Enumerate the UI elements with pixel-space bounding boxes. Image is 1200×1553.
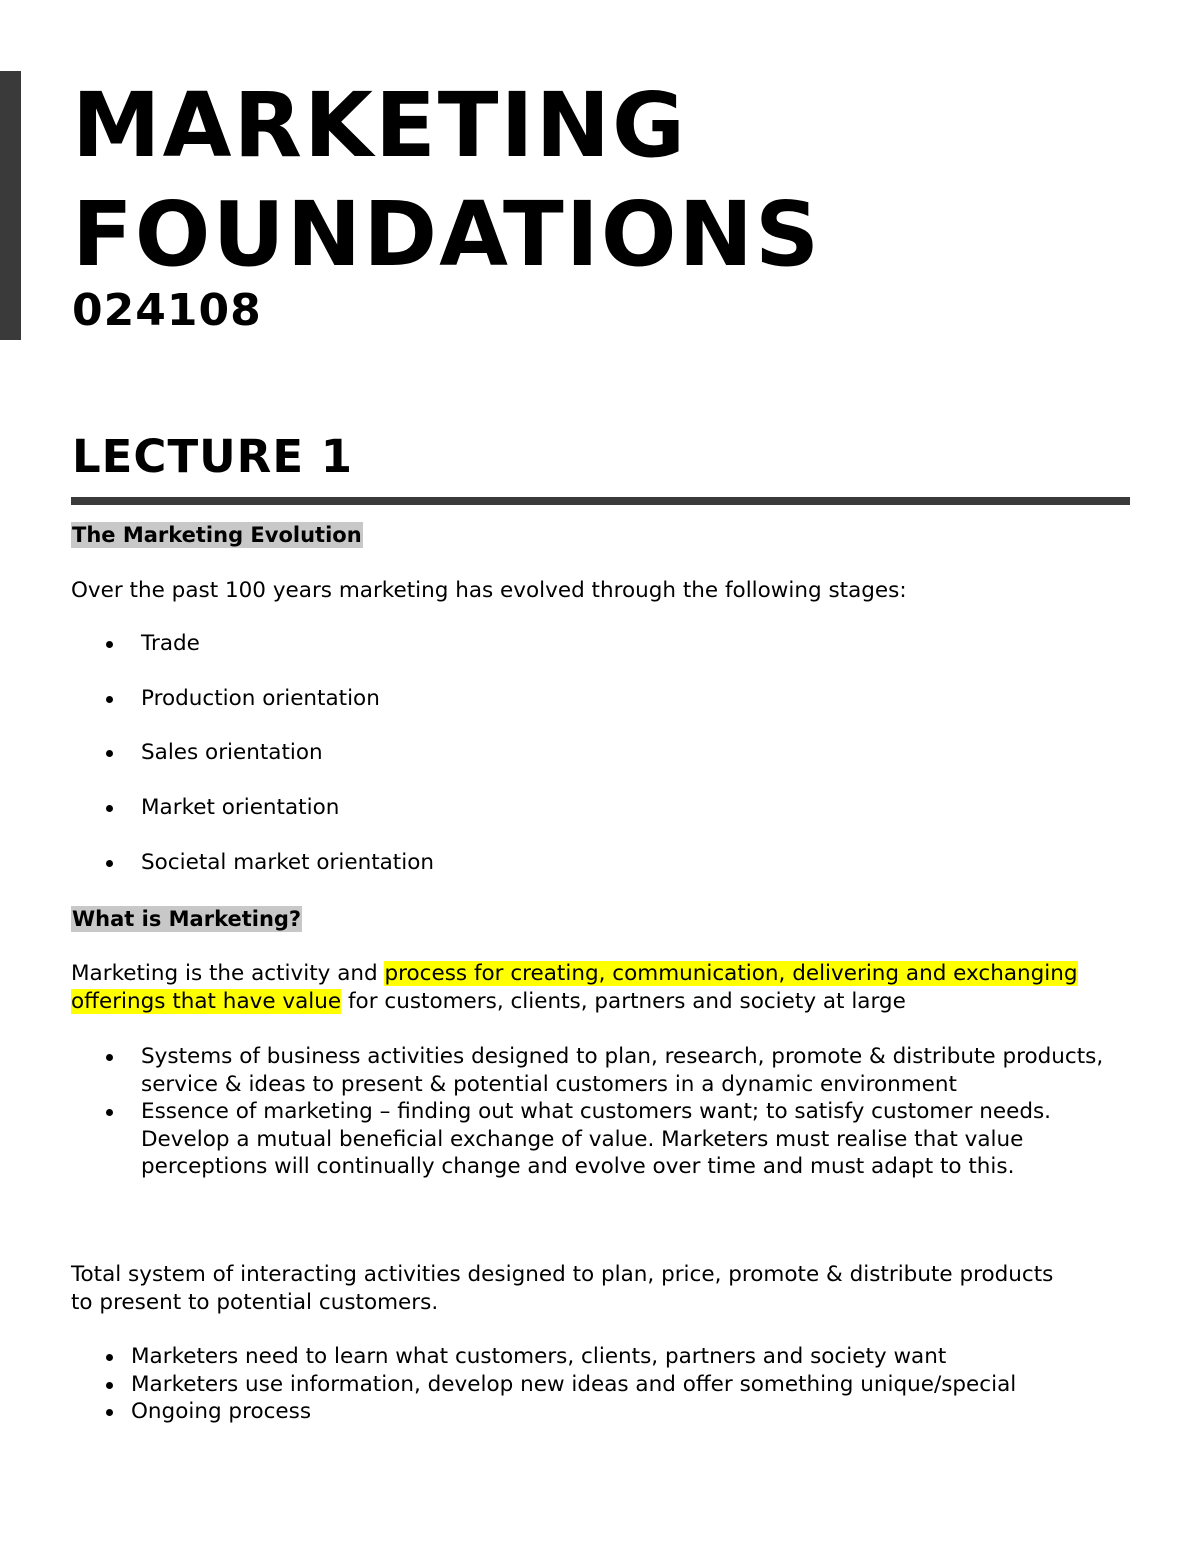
- list-item: [141, 739, 323, 766]
- definition-suffix: for customers, clients, partners and society at large: [341, 988, 906, 1014]
- section-heading-evolution: The Marketing Evolution: [72, 523, 362, 547]
- final-points-list: [131, 1343, 1131, 1426]
- marketing-definition: [71, 960, 1141, 1015]
- bullet-icon: [106, 641, 113, 648]
- bullet-icon: [106, 1109, 113, 1116]
- bullet-icon: [106, 1354, 113, 1361]
- definition-prefix: Marketing is the activity and: [71, 961, 385, 986]
- marketing-points-list: [141, 1043, 1136, 1181]
- list-item-text: Sales orientation: [141, 740, 323, 765]
- total-system-paragraph: Total system of interacting activities designed to plan, price, promote & distribute products to present to potential customers.: [71, 1262, 1054, 1315]
- side-accent-bar: [0, 71, 21, 340]
- heading-rule: [71, 497, 1130, 505]
- bullet-icon: [106, 1382, 113, 1389]
- list-item: [141, 794, 339, 821]
- list-item-text: Systems of business activities designed to plan, research, promote & distribute products, service & ideas to present & potential customers in a dynamic environment: [141, 1044, 1104, 1097]
- list-item: [131, 1398, 1131, 1426]
- title-line-1: MARKETING: [72, 73, 688, 177]
- list-item: [141, 849, 434, 876]
- bullet-icon: [106, 1409, 113, 1416]
- evolution-intro: Over the past 100 years marketing has evolved through the following stages:: [71, 578, 907, 603]
- list-item: [141, 630, 200, 657]
- list-item-text: Market orientation: [141, 795, 340, 820]
- title-line-2: FOUNDATIONS: [72, 182, 822, 286]
- bullet-icon: [106, 860, 113, 867]
- list-item-text: Trade: [141, 631, 200, 656]
- list-item-text: Marketers use information, develop new ideas and offer something unique/special: [131, 1371, 1017, 1397]
- list-item-text: Ongoing process: [131, 1399, 312, 1424]
- list-item-text: Societal market orientation: [141, 850, 434, 875]
- bullet-icon: [106, 805, 113, 812]
- definition-highlight: process for creating, communication, delivering and exchanging offerings that have value: [71, 961, 1078, 1014]
- course-code: 024108: [72, 285, 262, 336]
- list-item-text: Essence of marketing – finding out what customers want; to satisfy customer needs. Develop a mutual beneficial exchange of value. Marketers must realise that value perceptions will continually change and evolve over time and must adapt to this.: [141, 1099, 1052, 1179]
- bullet-icon: [106, 1054, 113, 1061]
- list-item-text: Marketers need to learn what customers, clients, partners and society want: [131, 1344, 947, 1369]
- lecture-heading: LECTURE 1: [72, 430, 354, 483]
- bullet-icon: [106, 750, 113, 757]
- list-item: [141, 1098, 1136, 1181]
- list-item: [141, 1043, 1136, 1098]
- list-item: [131, 1343, 1131, 1371]
- list-item-text: Production orientation: [141, 686, 380, 711]
- bullet-icon: [106, 696, 113, 703]
- list-item: [131, 1371, 1131, 1399]
- section-heading-what-is-marketing: What is Marketing?: [72, 907, 302, 931]
- list-item: [141, 685, 380, 712]
